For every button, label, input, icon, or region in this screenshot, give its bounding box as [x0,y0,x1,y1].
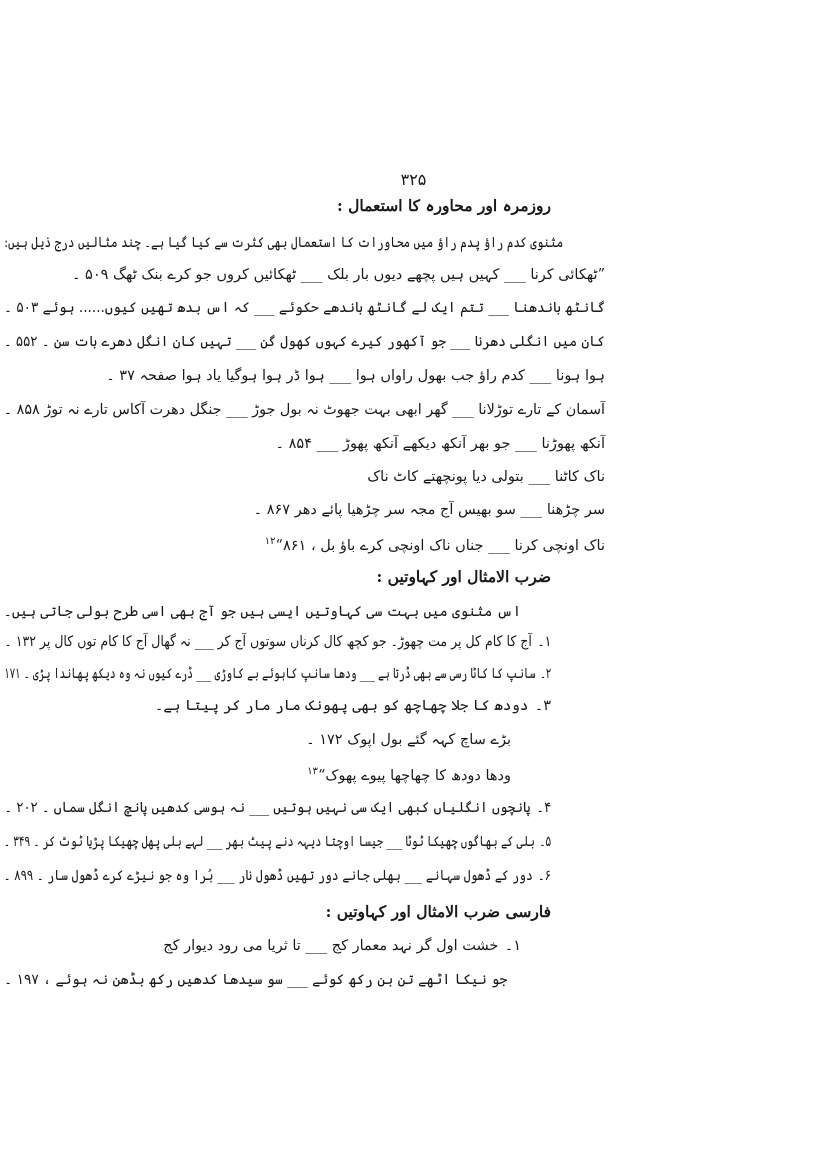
item-number: ۶۔ [537,868,551,884]
idiom-line: ہوا ہونا ___ کدم راؤ جب بھول راواں ہوا ___ ہوا ڈر ہوا ہوگیا یاد ہوا صفحہ ۳۷ ۔ [106,368,605,384]
item-number: ۱۔ [536,634,551,650]
proverb-text: آج کا کام کل پر مت چھوڑ۔ جو کچھ کال کرناں سوتوں آج کر ___ نہ گھال آج کا کام توں کال پر ۱۳۲ ۔ [3,634,532,650]
footnote-marker: ۱۳ [307,766,318,777]
idiom-line: گانٹھ باندھنا ___ تتم ایک لے گانٹھ باندھے حکوئے ___ کہ اس بدھ تھیں کیوں...... ہوئے ۵۰۳ ۔ [3,300,605,316]
idiom-line: سر چڑھنا ___ سو بھیس آج مجہ سر چڑھیا پائے دھر ۸۶۷ ۔ [253,502,605,518]
verse-line [307,762,511,786]
proverb-text: دور کے ڈھول سہانے ___ بھلی جانے دور تھیں ڈھول نار ___ بُرا وہ جو نیڑے کرے ڈھول سار ۔ ۸۹۹ ۔ [3,868,533,884]
intro-paragraph: اس مثنوی میں بہت سی کہاوتیں ایسی ہیں جو آج بھی اسی طرح بولی جاتی ہیں۔ [3,604,521,620]
item-number: ۴۔ [536,800,551,816]
item-number: ۵۔ [539,834,551,850]
proverb-item [4,664,551,684]
proverb-item [155,696,551,716]
page-number: ۳۲۵ [400,170,427,189]
proverb-item [4,632,551,652]
proverb-text: خشت اول گر نہد معمار کج ___ تا ثریا می رود دیوار کج [163,938,499,954]
verse-line: جو نیکا اٹھے تن بن رکھ کوئے ___ سو سیدھا کدھیں رکھ بڈھن نہ ہوئے ، ۱۹۷ ۔ [3,972,508,988]
item-number: ۱۔ [504,938,521,954]
proverb-text: پانچوں انگلیاں کبھی ایک سی نہیں ہوتیں ___ نہ ہوسی کدھیں پانچ انگل سماں ۔ ۲۰۲ ۔ [4,800,531,816]
item-number: ۲۔ [539,666,551,682]
idiom-line: آسمان کے تارے توڑلانا ___ گھر ابھی بہت جھوٹ نہ بول جوڑ ___ جنگل دھرت آکاس تارے نہ توڑ ۸۵۸ ۔ [3,402,605,418]
idiom-line: ”ٹھکائی کرنا ___ کہیں ہیں پچھے دیوں بار بلک ___ ٹھکائیں کروں جو کرے بنک ٹھگ ۵۰۹ ۔ [71,267,605,283]
idiom-line: ناک کاٹنا ___ بتولی دیا پونچھتے کاٹ ناک [367,469,605,485]
persian-proverb-item [163,936,521,956]
idiom-line: آنکھ پھوڑنا ___ جو بھر آنکھ دیکھے آنکھ پھوڑ ___ ۸۵۴ ۔ [275,436,605,452]
proverb-text: بلی کے بھاگوں چھیکا ٹوٹا ___ جیسا اوچتا دیہہ دنے پیٹ بھر ___ لہے بلی پھل چھیکا پڑیا ٹوٹ کر ۔ ۳۴۹ ۔ [3,834,535,850]
section-heading-persian: فارسی ضرب الامثال اور کہاوتیں : [325,902,551,921]
proverb-item [4,798,551,818]
proverb-text: سانپ کا کاٹا رسی سے بھی ڈرتا ہے ___ ودھا سانپ کاہوئے بے کاوڑی ___ ڈرے کیوں نہ وہ دیکھ پھاندا پڑی ۔ ۱۷۱ [4,666,536,682]
verse-line: بڑے ساچ کہہ گئے بول اپوک ۱۷۲ ۔ [306,732,511,748]
idiom-text: ناک اونچی کرنا ___ جناں ناک اونچی کرے باؤ بل ، ۸۶۱“ [275,537,605,554]
proverb-text: دودھ کا جلا چھاچھ کو بھی پھونک مار مار کر پیتا ہے۔ [154,698,529,714]
idiom-line: کان میں انگلی دھرنا ___ جو آکھور کیرے کہوں کھول گن ___ تہیں کان انگل دھرے بات سن ۔ ۵۵۲ ۔ [4,334,605,350]
intro-paragraph: مثنوی کدم راؤ پدم راؤ میں محاورات کا استعمال بھی کثرت سے کیا گیا ہے۔ چند مثالیں درج ذیل ہیں: [4,235,563,251]
proverb-item [4,832,551,852]
footnote-marker: ۱۲ [264,536,276,547]
verse-text: ودھا دودھ کا چھاچھا پیوے پھوک“ [317,767,511,784]
proverb-item [4,866,551,886]
item-number: ۳۔ [534,698,551,714]
section-heading-idioms: روزمرہ اور محاورہ کا استعمال : [337,196,551,215]
section-heading-proverbs: ضرب الامثال اور کہاوتیں : [376,567,551,586]
idiom-line [265,532,605,556]
